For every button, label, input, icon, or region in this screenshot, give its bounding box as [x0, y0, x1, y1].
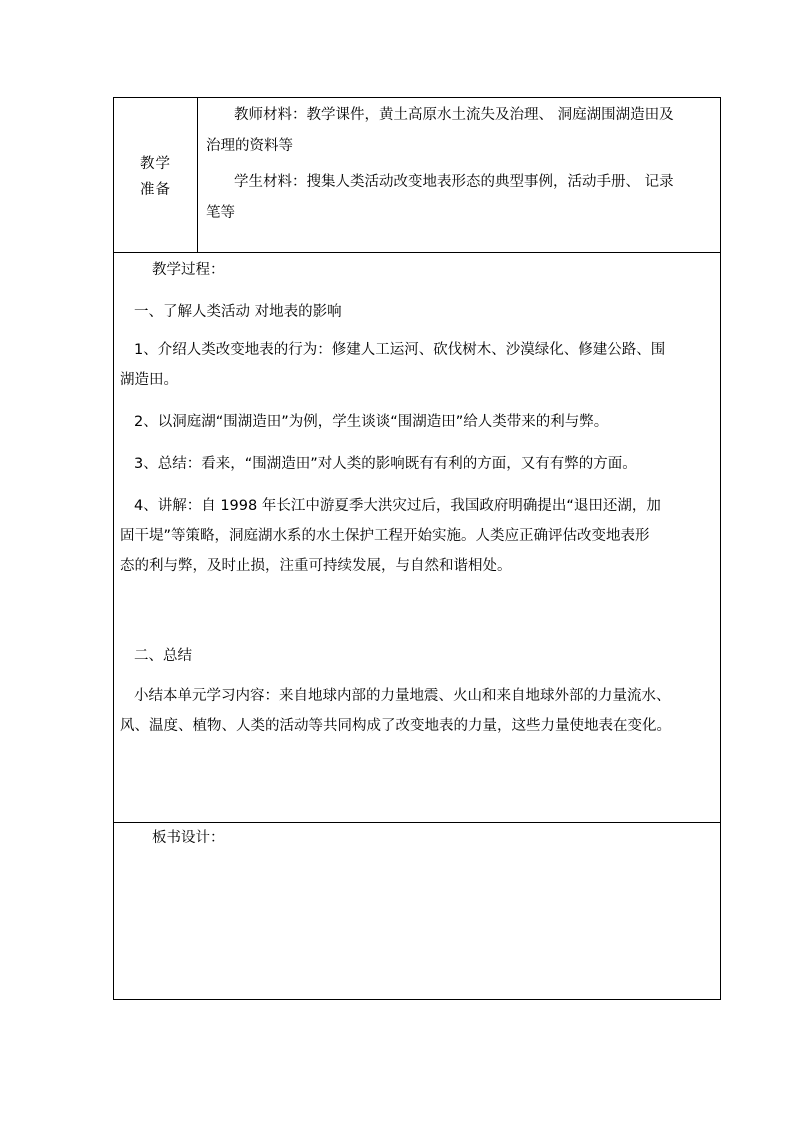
item1-line1: 1、介绍人类改变地表的行为：修建人工运河、砍伐树木、沙漠绿化、修建公路、围 — [134, 342, 666, 358]
item4-line2: 固干堤”等策略，洞庭湖水系的水土保护工程开始实施。人类应正确评估改变地表形 — [120, 528, 650, 544]
item4-line1: 4、讲解：自 1998 年长江中游夏季大洪灾过后，我国政府明确提出“退田还湖，加 — [134, 498, 661, 514]
preparation-row — [114, 98, 721, 253]
item3: 3、总结：看来，“围湖造田”对人类的影响既有有利的方面，又有有弊的方面。 — [134, 456, 637, 472]
process-row — [114, 253, 721, 823]
preparation-label-line1: 教学 — [140, 156, 171, 172]
process-cell — [114, 253, 721, 823]
lesson-plan-table — [113, 97, 721, 1000]
process-title: 教学过程： — [152, 262, 225, 278]
teacher-materials-line1: 教师材料：教学课件，黄土高原水土流失及治理、 洞庭湖围湖造田及 — [234, 107, 674, 123]
summary-line2: 风、温度、植物、人类的活动等共同构成了改变地表的力量，这些力量使地表在变化。 — [120, 718, 671, 734]
summary-line1: 小结本单元学习内容：来自地球内部的力量地震、火山和来自地球外部的力量流水、 — [134, 688, 671, 704]
board-design-cell — [114, 823, 721, 1000]
section2-title: 二、总结 — [134, 648, 192, 664]
item2: 2、以洞庭湖“围湖造田”为例，学生谈谈“围湖造田”给人类带来的利与弊。 — [134, 414, 609, 430]
item4-line3: 态的利与弊，及时止损，注重可持续发展，与自然和谐相处。 — [120, 558, 512, 574]
student-materials-line1: 学生材料：搜集人类活动改变地表形态的典型事例，活动手册、 记录 — [234, 174, 674, 190]
board-design-row — [114, 823, 721, 1000]
item1-line2: 湖造田。 — [120, 372, 178, 388]
preparation-content-cell — [198, 98, 721, 253]
board-design-title: 板书设计： — [152, 830, 225, 846]
student-materials-line2: 笔等 — [206, 205, 235, 221]
preparation-label-line2: 准备 — [140, 182, 171, 198]
section1-title: 一、了解人类活动 对地表的影响 — [134, 304, 342, 320]
teacher-materials-line2: 治理的资料等 — [206, 138, 293, 154]
preparation-label-cell — [114, 98, 198, 253]
